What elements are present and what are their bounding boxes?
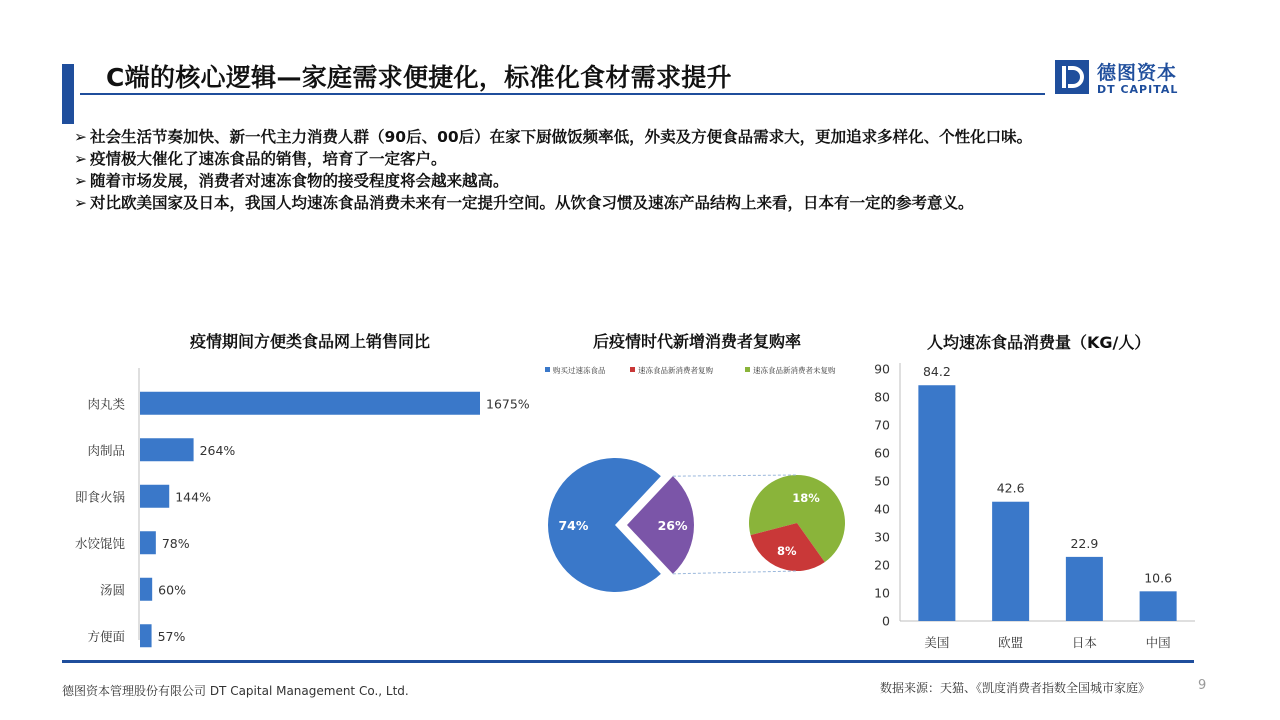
category-label: 肉制品 [87, 442, 125, 458]
footer-company: 德图资本管理股份有限公司 DT Capital Management Co., Ltd. [62, 684, 409, 698]
y-tick-label: 90 [874, 361, 890, 377]
bar [140, 392, 480, 415]
title-underline [80, 93, 1045, 95]
category-label: 即食火锅 [74, 489, 125, 505]
category-label: 水饺馄饨 [74, 535, 125, 551]
category-label: 方便面 [87, 628, 125, 644]
data-label: 10.6 [1144, 570, 1173, 586]
data-label: 264% [199, 442, 236, 458]
y-tick-label: 10 [874, 585, 890, 601]
chart2-title: 后疫情时代新增消费者复购率 [593, 332, 802, 351]
connector-line [673, 571, 797, 574]
x-tick-label: 中国 [1145, 635, 1171, 650]
slice-label: 26% [657, 518, 688, 533]
data-label: 144% [175, 489, 211, 505]
bar [140, 485, 169, 508]
bullet-item [74, 170, 1204, 192]
data-label: 42.6 [996, 480, 1025, 496]
legend-entry: 速冻食品新消费者未复购 [753, 366, 836, 375]
data-label: 78% [161, 535, 190, 551]
data-label: 1675% [486, 396, 530, 412]
footer-source: 数据来源：天猫、《凯度消费者指数全国城市家庭》 [880, 681, 1151, 695]
chart1-title: 疫情期间方便类食品网上销售同比 [190, 332, 431, 351]
data-label: 22.9 [1070, 535, 1099, 551]
bar [1066, 557, 1103, 621]
y-tick-label: 70 [874, 417, 890, 433]
y-tick-label: 20 [874, 557, 890, 573]
data-label: 57% [157, 628, 186, 644]
bar [140, 624, 152, 647]
y-tick-label: 50 [874, 473, 890, 489]
x-tick-label: 美国 [924, 635, 950, 650]
bar [140, 531, 156, 554]
arrow-bullet-icon: ➢ [74, 128, 87, 146]
bullet-text: 随着市场发展，消费者对速冻食物的接受程度将会越来越高。 [90, 172, 509, 190]
logo-mark-icon [1055, 60, 1089, 94]
bar [140, 578, 152, 601]
slice-label: 74% [558, 518, 589, 533]
connector-line [673, 475, 797, 476]
legend-swatch [745, 367, 750, 372]
arrow-bullet-icon: ➢ [74, 172, 87, 190]
per-capita-bar-chart [860, 355, 1205, 660]
y-tick-label: 30 [874, 529, 890, 545]
bullet-item [74, 148, 1204, 170]
arrow-bullet-icon: ➢ [74, 194, 87, 212]
legend-entry: 速冻食品新消费者复购 [638, 366, 713, 375]
legend-swatch [630, 367, 635, 372]
bullet-item [74, 126, 1204, 148]
logo-text-cn: 德图资本 [1097, 62, 1178, 84]
page-title: C端的核心逻辑—家庭需求便捷化，标准化食材需求提升 [106, 63, 732, 92]
slice-label: 18% [792, 491, 820, 506]
bar [140, 438, 194, 461]
arrow-bullet-icon: ➢ [74, 150, 87, 168]
category-label: 汤圆 [99, 582, 125, 598]
bar [1140, 591, 1177, 621]
bullet-text: 对比欧美国家及日本，我国人均速冻食品消费未来有一定提升空间。从饮食习惯及速冻产品结构上来看，日本有一定的参考意义。 [90, 194, 974, 212]
chart3-title: 人均速冻食品消费量（KG/人） [927, 333, 1151, 352]
x-tick-label: 欧盟 [998, 635, 1024, 650]
legend-entry: 购买过速冻食品 [553, 366, 606, 375]
legend-swatch [545, 367, 550, 372]
bullet-text: 疫情极大催化了速冻食品的销售，培育了一定客户。 [90, 150, 447, 168]
logo-text-en: DT CAPITAL [1097, 83, 1179, 96]
slice-label: 8% [777, 543, 797, 558]
y-tick-label: 40 [874, 501, 890, 517]
footer-divider [62, 660, 1194, 663]
bullet-list [74, 126, 1204, 214]
bullet-text: 社会生活节奏加快、新一代主力消费人群（90后、00后）在家下厨做饭频率低，外卖及方便食品需求大，更加追求多样化、个性化口味。 [90, 128, 1033, 146]
y-tick-label: 60 [874, 445, 890, 461]
online-sales-bar-chart [60, 360, 550, 650]
repurchase-pie-chart [535, 355, 865, 605]
bullet-item [74, 192, 1204, 214]
y-tick-label: 80 [874, 389, 890, 405]
y-tick-label: 0 [882, 613, 890, 629]
data-label: 60% [158, 582, 186, 598]
bar [992, 502, 1029, 621]
data-label: 84.2 [922, 364, 951, 380]
title-accent-bar [62, 64, 74, 124]
dt-capital-logo [1055, 60, 1185, 98]
page-number: 9 [1198, 678, 1207, 693]
bar [918, 385, 955, 621]
x-tick-label: 日本 [1071, 635, 1097, 650]
category-label: 肉丸类 [87, 396, 125, 412]
